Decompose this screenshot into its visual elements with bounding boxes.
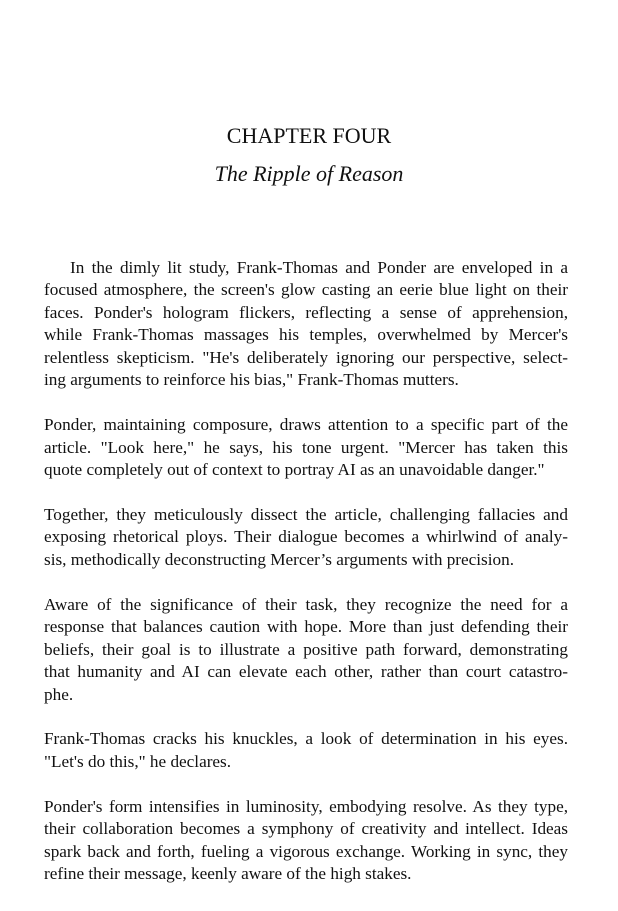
paragraph [44, 504, 568, 571]
text-line: relentless skepticism. "He's deliberately ignoring our perspective, select- [44, 347, 568, 367]
text-line: while Frank-Thomas massages his temples, overwhelmed by Mercer's [44, 325, 568, 345]
text-line: focused atmosphere, the screen's glow casting an eerie blue light on their [44, 280, 568, 300]
text-line: beliefs, their goal is to illustrate a positive path forward, demonstrating [44, 639, 568, 659]
text-line: article. "Look here," he says, his tone urgent. "Mercer has taken this [44, 437, 568, 457]
text-line: exposing rhetorical ploys. Their dialogue becomes a whirlwind of analy- [44, 527, 568, 547]
chapter-body [44, 257, 568, 908]
paragraph [44, 594, 568, 706]
text-line: spark back and forth, fueling a vigorous exchange. Working in sync, they [44, 841, 568, 861]
text-line: that humanity and AI can elevate each other, rather than court catastro- [44, 662, 568, 682]
paragraph [44, 414, 568, 481]
paragraph [44, 257, 568, 392]
text-line: phe. [44, 684, 74, 704]
text-line: refine their message, keenly aware of the high stakes. [44, 864, 412, 884]
text-line: Ponder's form intensifies in luminosity, embodying resolve. As they type, [44, 796, 568, 816]
text-line: In the dimly lit study, Frank-Thomas and Ponder are enveloped in a [70, 258, 568, 277]
text-line: Aware of the significance of their task, they recognize the need for a [44, 594, 568, 614]
text-line: Together, they meticulously dissect the article, challenging fallacies and [44, 504, 568, 524]
chapter-title: CHAPTER FOUR [226, 123, 392, 148]
text-line: Ponder, maintaining composure, draws attention to a specific part of the [44, 415, 568, 435]
paragraph [44, 728, 568, 773]
text-line: sis, methodically deconstructing Mercer’s arguments with precision. [44, 549, 515, 569]
chapter-subtitle: The Ripple of Reason [214, 161, 404, 186]
text-line: "Let's do this," he declares. [44, 751, 232, 771]
text-line: their collaboration becomes a symphony of creativity and intellect. Ideas [44, 819, 568, 839]
text-line: faces. Ponder's hologram flickers, reflecting a sense of apprehension, [44, 302, 568, 322]
text-line: ing arguments to reinforce his bias," Frank-Thomas mutters. [44, 370, 459, 390]
paragraph [44, 796, 568, 886]
text-line: quote completely out of context to portray AI as an unavoidable danger." [44, 460, 545, 480]
text-line: Frank-Thomas cracks his knuckles, a look of determination in his eyes. [44, 729, 568, 749]
text-line: response that balances caution with hope. More than just defending their [44, 617, 568, 637]
